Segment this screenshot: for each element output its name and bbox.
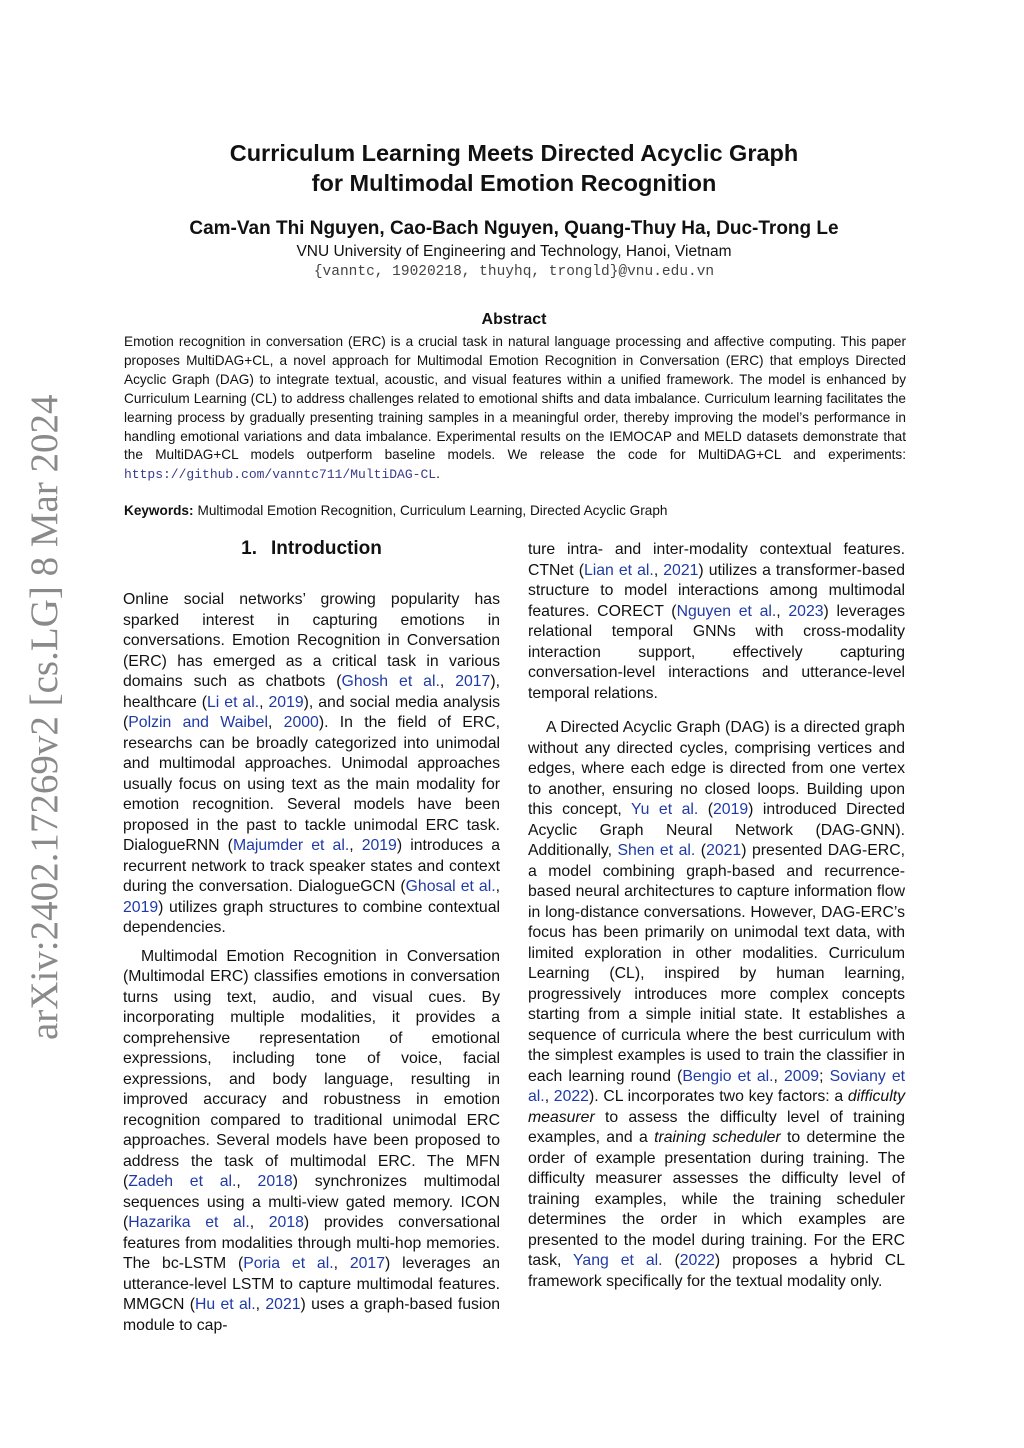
text: ) uses a graph-based fusion module to cap- [123, 1296, 501, 1334]
affiliation: VNU University of Engineering and Technology, Hanoi, Vietnam [296, 243, 732, 260]
abstract-body: Emotion recognition in conversation (ERC) is a crucial task in natural language processing and affective computing. This paper proposes MultiDAG+CL, a novel approach for Multimodal Emotion Recognition in Conversation (ERC) that employs Directed Acyclic Graph (DAG) to integrate textual, acoustic, and visual features within a unified framework. The model is enhanced by Curriculum Learning (CL) to address challenges related to emotional shifts and data imbalance. Curriculum learning facilitates the learning process by gradually presenting training samples in a meaningful order, thereby improving the model’s performance in handling emotional variations and data imbalance. Experimental results on the IEMOCAP and MELD datasets demonstrate that the MultiDAG+CL models outperform baseline models. We release the code for MultiDAG+CL and experiments: https://github.com/vanntc711/MultiDAG-CL. [124, 334, 906, 483]
text: , [259, 693, 269, 711]
section-heading [124, 538, 499, 560]
text: A Directed Acyclic Graph (DAG) is a directed graph without any directed cycles, comprising vertices and edges, where each edge is directed from one vertex to another, ensuring no closed loops. Building upon this concept, [528, 719, 905, 818]
intro-paragraph-4 [528, 718, 905, 1292]
citation-link[interactable]: Bengio et al. [682, 1067, 774, 1085]
citation-link[interactable]: 2019 [361, 837, 397, 854]
text: , [495, 878, 500, 895]
text: ture intra- and inter-modality contextual features. CTNet ( [528, 541, 905, 579]
citation-link[interactable]: Yu et al. [630, 801, 699, 818]
citation-link[interactable]: Lian et al. [583, 561, 654, 579]
citation-link[interactable]: 2022 [553, 1088, 589, 1105]
text: ) leverages an utterance-level LSTM to capture multimodal features. MMGCN ( [123, 1255, 501, 1313]
text: ( [662, 1252, 680, 1269]
text: , [267, 714, 284, 731]
paper-title [124, 138, 904, 198]
citation-link[interactable]: Li et al. [207, 693, 260, 711]
text: Online social networks’ growing popularity has sparked interest in capturing emotions in conversations. Emotion Recognition in Conversation (ERC) has emerged as a critical task in various domains such as chatbots ( [123, 591, 500, 690]
section-title: Introduction [271, 538, 382, 559]
citation-link[interactable]: Hazarika et al. [128, 1214, 250, 1231]
citation-link[interactable]: Yang et al. [573, 1252, 663, 1269]
text: ) introduced Directed Acyclic Graph Neural Network (DAG-GNN). Additionally, [528, 801, 905, 859]
citation-link[interactable]: 2019 [713, 801, 749, 818]
text: Multimodal Emotion Recognition in Conversation (Multimodal ERC) classifies emotions in conversation turns using text, audio, and visual cues. By incorporating multiple modalities, it provides a comprehensive representation of emotional expressions, including tone of voice, facial expressions, and body language, resulting in improved accuracy and robustness in emotion recognition compared to traditional unimodal ERC approaches. Several models have been proposed to address the task of multimodal ERC. The MFN ( [123, 947, 500, 1190]
citation-link[interactable]: 2021 [663, 561, 699, 579]
arxiv-stamp-text: arXiv:2402.17269v2 [cs.LG] 8 Mar 2024 [23, 394, 66, 1040]
text: ) utilizes graph structures to combine contextual dependencies. [123, 898, 500, 936]
abstract-heading: Abstract [481, 311, 547, 328]
citation-link[interactable]: Poria et al. [243, 1255, 334, 1272]
citation-link[interactable]: Majumder et al. [232, 837, 350, 854]
text: ), and social media analysis ( [123, 693, 501, 731]
citation-link[interactable]: 2021 [706, 842, 742, 859]
citation-link[interactable]: 2000 [283, 714, 319, 731]
citation-link[interactable]: 2019 [123, 898, 159, 916]
citation-link[interactable]: 2017 [349, 1255, 386, 1272]
text: ; [819, 1067, 830, 1085]
citation-link[interactable]: 2023 [788, 602, 824, 620]
section-number: 1. [241, 538, 258, 559]
text: , [773, 1067, 784, 1085]
text: to determine the order of example presentation during training. The difficulty measurer assesses the difficulty level of training examples, while the training scheduler determines the order in which examples are presented to the model during training. For the ERC task, [528, 1129, 906, 1269]
left-column [123, 590, 500, 1336]
text: , [349, 837, 362, 854]
citation-link[interactable]: 2022 [679, 1252, 715, 1269]
citation-link[interactable]: Ghosal et al. [405, 878, 496, 895]
author-list: Cam-Van Thi Nguyen, Cao-Bach Nguyen, Quang-Thuy Ha, Duc-Trong Le [189, 218, 839, 239]
intro-paragraph-3 [528, 540, 905, 704]
citation-link[interactable]: 2019 [268, 693, 304, 711]
text: to assess the difficulty level of training examples, and a [528, 1108, 905, 1146]
citation-link[interactable]: Polzin and Waibel [128, 714, 268, 731]
citation-link[interactable]: Shen et al. [617, 842, 696, 859]
text: , [236, 1173, 258, 1190]
citation-link[interactable]: Soviany et al. [528, 1067, 905, 1105]
text: ) synchronizes multimodal sequences using a multi-view gated memory. ICON ( [123, 1173, 501, 1231]
intro-paragraph-2 [123, 947, 500, 1337]
text: , [255, 1296, 266, 1313]
keywords-label: Keywords: [124, 503, 194, 518]
citation-link[interactable]: 2009 [783, 1067, 820, 1085]
text: ) utilizes a transformer-based structure to model interactions among multimodal features. CORECT ( [528, 561, 905, 620]
citation-link[interactable]: Zadeh et al. [128, 1173, 237, 1190]
text: ) provides conversational features from modalities through multi-hop memories. The bc-LSTM ( [123, 1214, 501, 1272]
text: , [249, 1214, 269, 1231]
text: , [544, 1088, 554, 1105]
title-line-2: for Multimodal Emotion Recognition [311, 170, 717, 196]
title-line-1: Curriculum Learning Meets Directed Acyclic Graph [229, 140, 799, 166]
emphasis-term: training scheduler [654, 1129, 781, 1146]
abstract-text: Emotion recognition in conversation (ERC) is a crucial task in natural language processing and affective computing. This paper proposes MultiDAG+CL, a novel approach for Multimodal Emotion Recognition in Conversation (ERC) that employs Directed Acyclic Graph (DAG) to integrate textual, acoustic, and visual features within a unified framework. The model is enhanced by Curriculum Learning (CL) to address challenges related to emotional shifts and data imbalance. Curriculum learning facilitates the learning process by gradually presenting training samples in a meaningful order, thereby improving the model’s performance in handling emotional variations and data imbalance. Experimental results on the IEMOCAP and MELD datasets demonstrate that the MultiDAG+CL models outperform baseline models. We release the code for MultiDAG+CL and experiments: [124, 334, 906, 463]
citation-link[interactable]: Nguyen et al. [676, 602, 777, 620]
right-column [528, 540, 905, 1292]
citation-link[interactable]: 2018 [268, 1214, 304, 1231]
emphasis-term: difficulty measurer [528, 1088, 905, 1126]
keywords [124, 503, 906, 518]
text: ( [695, 842, 707, 859]
citation-link[interactable]: 2018 [257, 1173, 293, 1190]
text: , [439, 673, 456, 690]
keywords-text: Multimodal Emotion Recognition, Curriculum Learning, Directed Acyclic Graph [197, 503, 668, 518]
text: , [653, 561, 664, 579]
text: ) proposes a hybrid CL framework specifically for the textual modality only. [528, 1252, 905, 1290]
citation-link[interactable]: 2021 [265, 1296, 301, 1313]
author-emails: {vanntc, 19020218, thuyhq, trongld}@vnu.edu.vn [313, 264, 715, 280]
text: ) introduces a recurrent network to track speaker states and context during the conversation. DialogueGCN ( [123, 837, 500, 895]
citation-link[interactable]: 2017 [455, 673, 491, 690]
code-url-link[interactable]: https://github.com/vanntc711/MultiDAG-CL [124, 467, 437, 483]
text: ). CL incorporates two key factors: a [588, 1088, 848, 1105]
text: ) leverages relational temporal GNNs with cross-modality interaction support, effectively capturing conversation-level interactions and utterance-level temporal relations. [528, 602, 905, 702]
arxiv-stamp [0, 0, 90, 1448]
text: , [333, 1255, 350, 1272]
text: ) presented DAG-ERC, a model combining graph-based and recurrence-based neural architectures to capture information flow in long-distance conversations. However, DAG-ERC’s focus has been primarily on unimodal text data, with limited exploration in other modalities. Curriculum Learning (CL), inspired by human learning, progressively introduces more complex concepts starting from a simple initial state. It establishes a sequence of curricula where the best curriculum with the simplest examples is used to train the classifier in each learning round ( [528, 842, 905, 1085]
text: ). In the field of ERC, researchs can be broadly categorized into unimodal and multimodal approaches. Unimodal approaches usually focus on using text as the main modality for emotion recognition. Several models have been proposed in the past to tackle unimodal ERC task. DialogueRNN ( [123, 714, 501, 854]
citation-link[interactable]: Hu et al. [195, 1296, 256, 1313]
text: ), healthcare ( [123, 673, 501, 711]
text: , [776, 602, 789, 620]
intro-paragraph-1 [123, 590, 500, 939]
citation-link[interactable]: Ghosh et al. [341, 673, 440, 690]
text: ( [698, 801, 714, 818]
